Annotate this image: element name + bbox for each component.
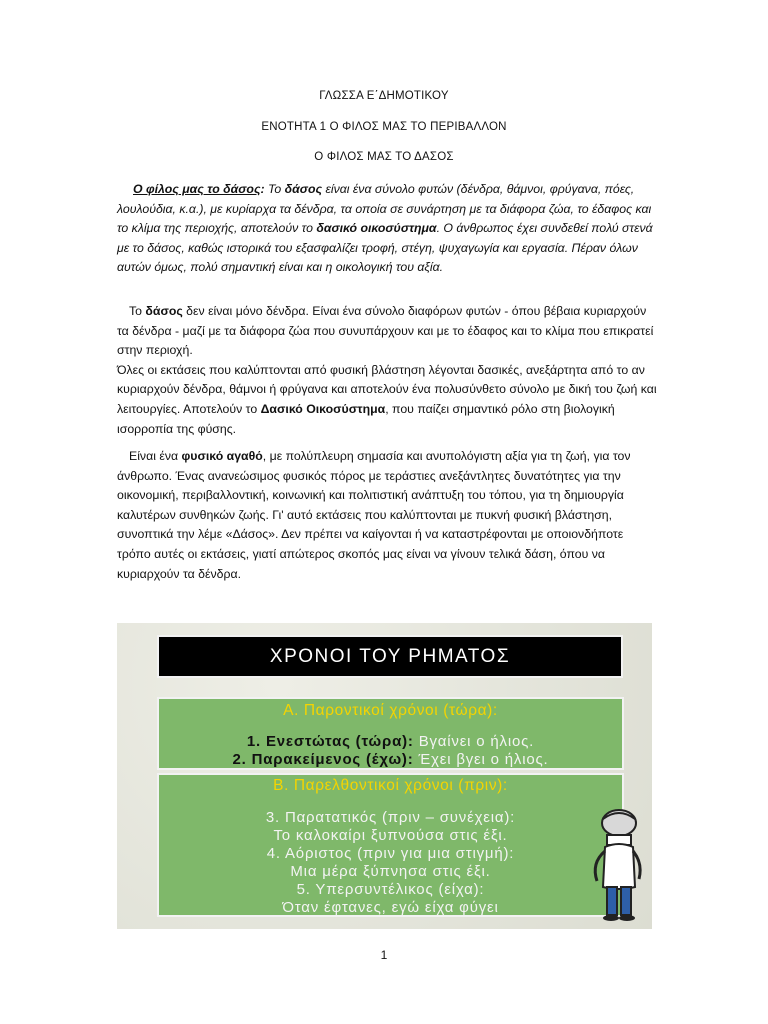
paragraph-2-text-c: Όλες οι εκτάσεις που καλύπτονται από φυσική βλάστηση λέγονται δασικές, ανεξάρτητα από το αν κυριαρχούν δένδρα, θάμνοι ή φρύγανα και αποτελούν ένα πολυσύνθετο σύνολο με δική του ζωή και λειτουργίες. Αποτελούν το	[117, 362, 657, 416]
tense-line-3-term: 3. Παρατατικός (πριν – συνέχεια):	[265, 809, 516, 826]
tense-line-2-example: Έχει βγει ο ήλιος.	[418, 751, 549, 768]
paragraph-2-text-d: , που παίζει σημαντικό ρόλο στη βιολογική ισορροπία της φύσης.	[117, 401, 615, 436]
tense-line-2-term: 2. Παρακείμενος (έχω):	[232, 751, 414, 768]
paragraph-1-term-forest: δάσος	[284, 182, 323, 196]
paragraph-2-text-a: Το	[129, 304, 146, 318]
tense-line-1-example: Βγαίνει ο ήλιος.	[418, 733, 535, 750]
unit-heading: ΕΝΟΤΗΤΑ 1 Ο ΦΙΛΟΣ ΜΑΣ ΤΟ ΠΕΡΙΒΑΛΛΟΝ	[261, 121, 507, 133]
paragraph-3-term-natural-good: φυσικό αγαθό	[181, 449, 263, 463]
tense-line-2	[159, 751, 622, 768]
tense-line-4-term: 4. Αόριστος (πριν για μια στιγμή):	[266, 845, 515, 862]
paragraph-1-term-ecosystem: δασικό οικοσύστημα	[316, 221, 437, 236]
paragraph-1-colon: :	[260, 182, 269, 196]
paragraph-1-text-a: Το	[268, 182, 285, 196]
verb-tenses-slide	[117, 623, 652, 929]
slide-title: ΧΡΟΝΟΙ ΤΟΥ ΡΗΜΑΤΟΣ	[269, 646, 511, 667]
paragraph-1-text-c: . Ο άνθρωπος έχει συνδεθεί πολύ στενά με το δάσος, καθώς ιστορικά του εξασφαλίζει τροφή, στέγη, ψυχαγωγία και εργασία. Πέραν όλων αυτών όμως, πολύ σημαντική είναι και η οικολογική του αξία.	[117, 221, 653, 275]
paragraph-1-text-b: είναι ένα σύνολο φυτών (δένδρα, θάμνοι, φρύγανα, πόες, λουλούδια, κ.α.), με κυρίαρχα τα δένδρα, τα οποία σε συνάρτηση με τα διάφορα ζώα, το έδαφος και το κλίμα της περιοχής, αποτελούν το	[117, 182, 652, 236]
paragraph-3-text-a: Είναι ένα	[129, 449, 182, 463]
paragraph-2-text-b: δεν είναι μόνο δένδρα. Είναι ένα σύνολο διαφόρων φυτών - όπου βέβαια κυριαρχούν τα δένδρα - μαζί με τα διάφορα ζώα που συνυπάρχουν και με το έδαφος και το κλίμα που επικρατεί στην περιοχή.	[117, 304, 654, 358]
paragraph-2	[117, 302, 657, 439]
paragraph-2-term-ecosystem: Δασικό Οικοσύστημα	[260, 401, 386, 416]
past-tenses-box	[157, 773, 624, 917]
past-tenses-heading: Β. Παρελθοντικοί χρόνοι (πριν):	[273, 777, 508, 794]
tense-line-5-example: Όταν έφτανες, εγώ είχα φύγει	[282, 899, 499, 916]
thinking-person-illustration	[585, 807, 647, 925]
paragraph-1-lead: Ο φίλος μας το δάσος	[133, 182, 261, 196]
slide-title-bar	[157, 635, 623, 678]
paragraph-2-term-forest: δάσος	[145, 304, 183, 318]
tense-line-3-example: Το καλοκαίρι ξυπνούσα στις έξι.	[273, 827, 508, 844]
tense-line-4-example: Μια μέρα ξύπνησα στις έξι.	[290, 863, 491, 880]
page-number: 1	[380, 948, 388, 962]
subject-heading: ΓΛΩΣΣΑ Ε΄ΔΗΜΟΤΙΚΟΥ	[319, 90, 449, 102]
paragraph-1	[117, 180, 657, 278]
tense-line-1-term: 1. Ενεστώτας (τώρα):	[246, 733, 414, 750]
paragraph-3	[117, 447, 657, 584]
tense-line-1	[159, 733, 622, 750]
present-tenses-heading: Α. Παροντικοί χρόνοι (τώρα):	[283, 702, 498, 719]
tense-line-5-term: 5. Υπερσυντέλικος (είχα):	[296, 881, 485, 898]
present-tenses-box	[157, 697, 624, 770]
paragraph-3-text-b: , με πολύπλευρη σημασία και ανυπολόγιστη αξία για τη ζωή, για τον άνθρωπο. Ένας ανανεώσιμος φυσικός πόρος με τεράστιες ανεξάντλητες δυνατότητες για την οικονομική, περιβαλλοντική, κοινωνική και πολιτιστική ανάπτυξη του τόπου, για τη δημιουργία καλυτέρων συνθηκών ζωής. Γι' αυτό εκτάσεις που καλύπτονται με πυκνή φυσική βλάστηση, συνοπτικά την λέμε «Δάσος». Δεν πρέπει να καίγονται ή να καταστρέφονται με οποιονδήποτε τρόπο αυτές οι εκτάσεις, γιατί απώτερος σκοπός μας είναι να γίνουν τελικά δάση, όπου να κυριαρχούν τα δένδρα.	[117, 449, 631, 581]
topic-heading: Ο ΦΙΛΟΣ ΜΑΣ ΤΟ ΔΑΣΟΣ	[314, 151, 454, 163]
